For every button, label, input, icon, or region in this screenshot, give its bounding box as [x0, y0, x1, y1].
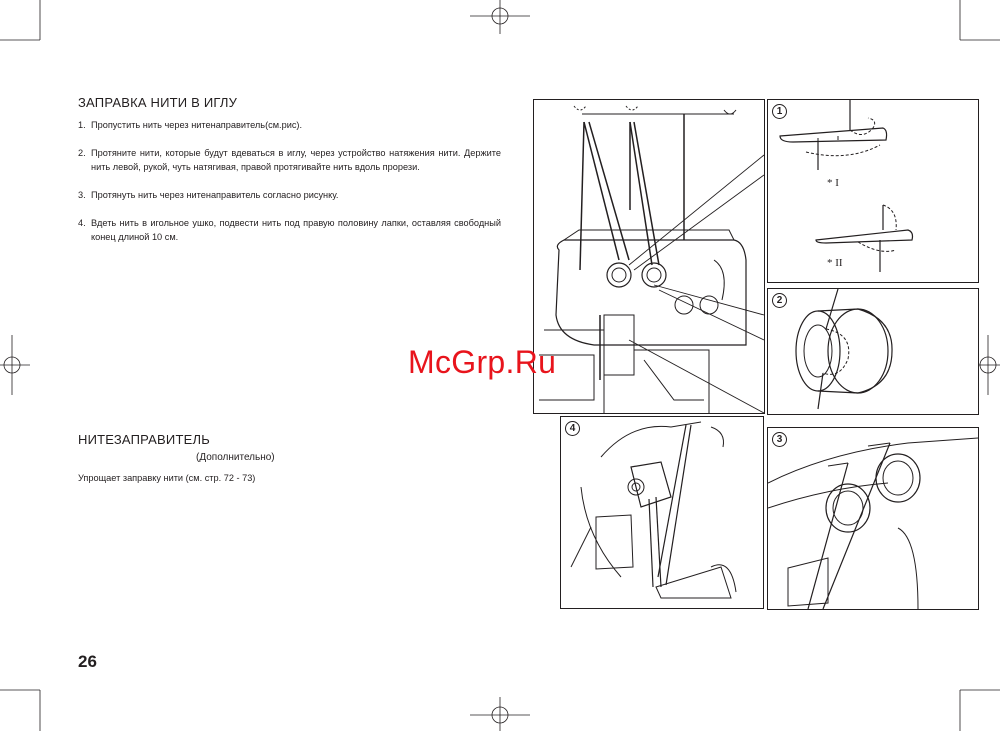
- label-star-2: * II: [827, 257, 843, 269]
- crop-mark-bottom-right: [960, 690, 1000, 731]
- step-number: 3.: [78, 190, 86, 200]
- section-subtitle: (Дополнительно): [196, 452, 275, 463]
- callout-badge-1: 1: [772, 104, 787, 119]
- figure-callout-4: [560, 416, 764, 609]
- crop-mark-top-left: [0, 0, 40, 40]
- crop-mark-bottom-left: [0, 690, 40, 731]
- page-number: 26: [78, 652, 97, 671]
- label-star-1: * I: [827, 177, 839, 189]
- figure-main-machine: [533, 99, 765, 414]
- thread-path-detail-drawing: [768, 428, 978, 609]
- watermark: McGrp.Ru: [408, 344, 557, 380]
- tension-dial-drawing: [768, 289, 978, 414]
- instruction-step: [78, 188, 501, 202]
- figure-callout-2: [767, 288, 979, 415]
- instruction-step: [78, 216, 501, 244]
- needle-threading-drawing: [561, 417, 763, 608]
- section-title-threader: НИТЕЗАПРАВИТЕЛЬ: [78, 432, 210, 447]
- overlock-machine-drawing: [534, 100, 764, 413]
- figure-callout-1: [767, 99, 979, 283]
- register-target-bottom: [470, 697, 530, 731]
- thread-guide-detail-drawing: [768, 100, 978, 282]
- callout-badge-4: 4: [565, 421, 580, 436]
- callout-badge-2: 2: [772, 293, 787, 308]
- step-text: Пропустить нить через нитенаправитель(см.рис).: [91, 120, 303, 130]
- instruction-list: [78, 118, 501, 244]
- step-text: Протянуть нить через нитенаправитель согласно рисунку.: [91, 190, 339, 200]
- register-target-left: [0, 335, 30, 395]
- section-title-threading: ЗАПРАВКА НИТИ В ИГЛУ: [78, 95, 238, 110]
- step-number: 1.: [78, 120, 86, 130]
- instruction-step: [78, 146, 501, 174]
- step-text: Протяните нити, которые будут вдеваться в иглу, через устройство натяжения нити. Держите нить левой, рукой, чуть натягивая, правой протягивайте нить вдоль прорези.: [91, 148, 501, 172]
- step-number: 4.: [78, 218, 86, 228]
- step-text: Вдеть нить в игольное ушко, подвести нить под правую половину лапки, оставляя свободный конец длиной 10 см.: [91, 218, 501, 242]
- crop-mark-top-right: [960, 0, 1000, 40]
- threader-note: Упрощает заправку нити (см. стр. 72 - 73): [78, 473, 256, 483]
- instruction-step: [78, 118, 501, 132]
- figure-callout-3: [767, 427, 979, 610]
- step-number: 2.: [78, 148, 86, 158]
- register-target-top: [470, 0, 530, 34]
- callout-badge-3: 3: [772, 432, 787, 447]
